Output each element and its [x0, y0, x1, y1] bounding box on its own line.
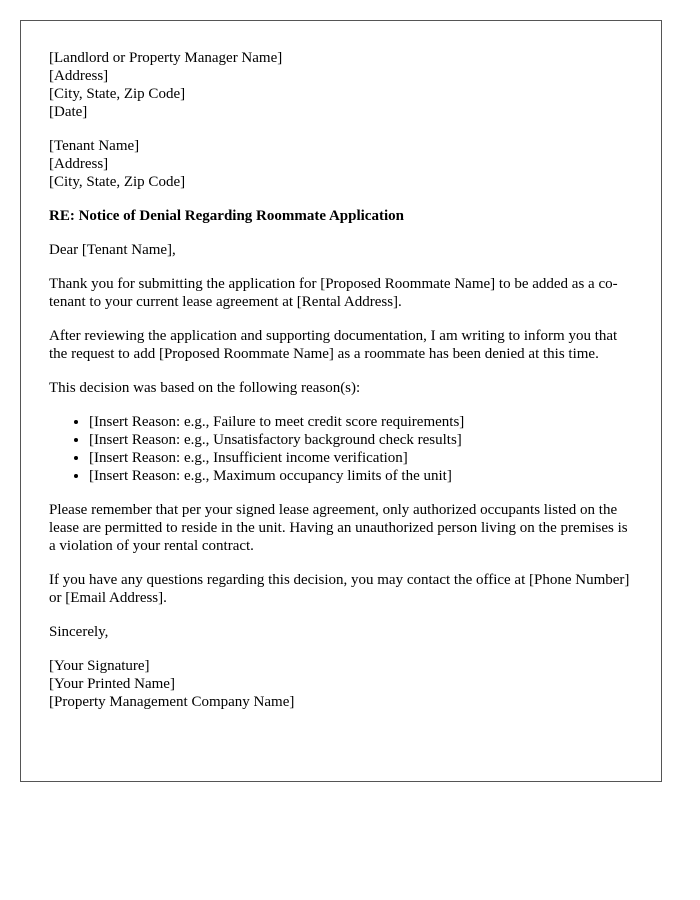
reason-item: • [Insert Reason: e.g., Insufficient income verification] — [89, 449, 633, 467]
letter-page — [20, 20, 662, 782]
closing: Sincerely, — [49, 624, 109, 640]
paragraph-decision: After reviewing the application and supporting documentation, I am writing to inform you that the request to add [Proposed Roommate Name] as a roommate has been denied at this time. — [49, 328, 618, 362]
reason-item: • [Insert Reason: e.g., Unsatisfactory background check results] — [89, 431, 633, 449]
paragraph-thanks: Thank you for submitting the application for [Proposed Roommate Name] to be added as a co-tenant to your current lease agreement at [Rental Address]. — [49, 276, 618, 310]
recipient-block — [49, 137, 633, 191]
sender-city-state-zip: [City, State, Zip Code] — [49, 86, 186, 102]
reason-item: • [Insert Reason: e.g., Failure to meet credit score requirements] — [89, 413, 633, 431]
recipient-name: [Tenant Name] — [49, 138, 140, 154]
subject-line: RE: Notice of Denial Regarding Roommate Application — [49, 208, 404, 224]
signature-line: [Your Signature] — [49, 658, 150, 674]
signature-block — [49, 657, 633, 711]
sender-block — [49, 49, 633, 121]
printed-name: [Your Printed Name] — [49, 676, 175, 692]
paragraph-reminder: Please remember that per your signed lease agreement, only authorized occupants listed on the lease are permitted to reside in the unit. Having an unauthorized person living on the premises is a violation of your rental contract. — [49, 502, 628, 554]
sender-name: [Landlord or Property Manager Name] — [49, 50, 283, 66]
reasons-list — [49, 413, 633, 485]
paragraph-contact: If you have any questions regarding this decision, you may contact the office at [Phone Number] or [Email Address]. — [49, 572, 630, 606]
sender-address: [Address] — [49, 68, 109, 84]
company-name: [Property Management Company Name] — [49, 694, 295, 710]
recipient-city-state-zip: [City, State, Zip Code] — [49, 174, 186, 190]
reason-item: • [Insert Reason: e.g., Maximum occupancy limits of the unit] — [89, 467, 633, 485]
paragraph-reasons-intro: This decision was based on the following reason(s): — [49, 380, 361, 396]
recipient-address: [Address] — [49, 156, 109, 172]
salutation: Dear [Tenant Name], — [49, 242, 176, 258]
letter-date: [Date] — [49, 104, 88, 120]
